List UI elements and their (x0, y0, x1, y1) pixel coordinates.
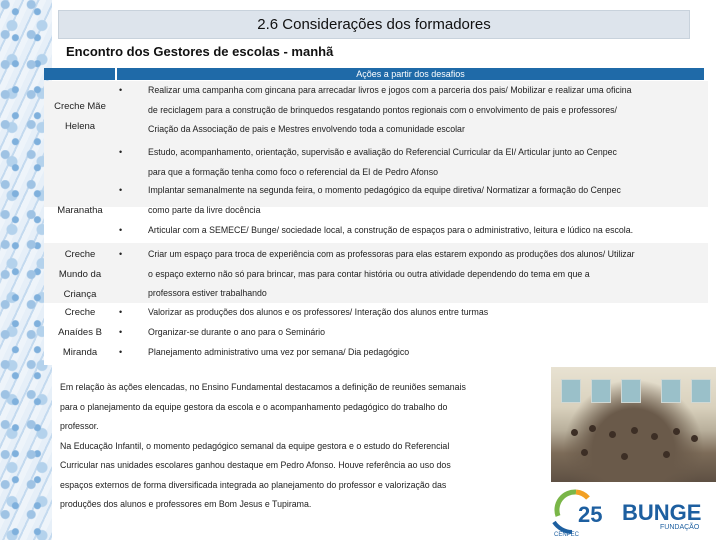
school-label-line: Creche Mãe (54, 101, 106, 112)
text-line: Em relação às ações elencadas, no Ensino Fundamental destacamos a definição de reuniões semanais (60, 382, 466, 392)
cenpec-logo-graphic (548, 486, 616, 538)
row-text-line: de reciclagem para a construção de brinquedos resgatando pontos regionais com o envolvimento de pais e professores/ (148, 104, 617, 115)
table-row (119, 221, 704, 241)
table-row (119, 181, 704, 220)
school-label-line: Miranda (62, 347, 98, 358)
cenpec-text: CENPEC (554, 532, 580, 538)
person-head (673, 428, 680, 435)
row-text-line: Valorizar as produções dos alunos e os professores/ Interação dos alunos entre turmas (148, 307, 489, 317)
school-label (44, 303, 116, 363)
school-label-line: Creche (64, 249, 96, 260)
bullet-icon: • (119, 225, 123, 235)
bunge-logo-graphic (620, 496, 710, 532)
actions-table (44, 68, 708, 364)
table-header (117, 68, 704, 80)
text-line: Na Educação Infantil, o momento pedagógico semanal da equipe gestora e o estudo do Referencial (60, 440, 450, 451)
table-header-blank-cell (44, 68, 115, 80)
bullet-icon: • (119, 327, 123, 337)
row-text-line: Estudo, acompanhamento, orientação, supervisão e avaliação do Referencial Curricular da EI/ Articular junto ao Cenpec (148, 147, 617, 157)
row-text-line: para que a formação tenha como foco o referencial da EI de Pedro Afonso (148, 166, 438, 177)
table-row (119, 81, 704, 140)
school-label (44, 97, 116, 137)
row-text-line: Implantar semanalmente na segunda feira, o momento pedagógico da equipe diretiva/ Normatizar a formação do Cenpec (148, 185, 621, 195)
person-head (631, 427, 638, 434)
text-line: Curricular nas unidades escolares ganhou destaque em Pedro Afonso. Houve referência ao uso dos (60, 460, 451, 470)
person-head (663, 451, 670, 458)
row-text-line: professora estiver trabalhando (148, 288, 267, 298)
bunge-sub-text: FUNDAÇÃO (660, 524, 700, 531)
school-label-line: Mundo da (58, 269, 102, 280)
table-row (119, 303, 704, 323)
table-row (119, 323, 704, 343)
photo-window (691, 379, 711, 403)
table-group-creche-anaides-b-miranda (44, 303, 708, 365)
bunge-foundation-logo (620, 496, 710, 532)
bullet-icon: • (119, 307, 123, 317)
considerations-text (60, 378, 522, 515)
school-label-line: Criança (63, 289, 97, 300)
photo-window (661, 379, 681, 403)
person-head (589, 425, 596, 432)
meeting-photo (551, 367, 716, 482)
slide-subtitle: Encontro dos Gestores de escolas - manhã (66, 44, 334, 59)
bullet-icon: • (119, 347, 123, 357)
person-head (571, 429, 578, 436)
photo-window (561, 379, 581, 403)
slide-title: 2.6 Considerações dos formadores (257, 16, 491, 33)
row-text-line: Planejamento administrativo uma vez por semana/ Dia pedagógico (148, 347, 410, 357)
person-head (581, 449, 588, 456)
row-text-line: Articular com a SEMECE/ Bunge/ sociedade local, a construção de espaços para o administrativo, leitura e lúdico na escola. (148, 225, 634, 235)
bullet-icon: • (119, 85, 123, 95)
row-text-line: Realizar uma campanha com gincana para arrecadar livros e jogos com a parceria dos pais/ Mobilizar e realizar uma oficina (148, 85, 632, 95)
slide-title-bar (58, 10, 690, 39)
text-line: professor. (60, 421, 99, 431)
row-text-line: o espaço externo não só para brincar, mas para contar história ou outra atividade dependendo do tema em que a (148, 268, 590, 279)
photo-window (591, 379, 611, 403)
person-head (621, 453, 628, 460)
cenpec-number: 25 (578, 502, 603, 527)
row-text-line: como parte da livre docência (148, 204, 261, 215)
school-label-line: Anaídes B (58, 327, 102, 338)
row-text-line: Organizar-se durante o ano para o Seminário (148, 327, 326, 337)
school-label-line: Helena (64, 121, 96, 132)
text-line: espaços externos de forma diversificada integrada ao planejamento do professor e valorização das (60, 479, 447, 490)
photo-window (621, 379, 641, 403)
table-row (119, 143, 704, 182)
text-line: produções dos alunos e professores em Bom Jesus e Tupirama. (60, 499, 312, 509)
row-text-line: Criar um espaço para troca de experiência com as professoras para elas estarem expondo as produções dos alunos/ Utilizar (148, 249, 635, 259)
row-text-line: Criação da Associação de pais e Mestres envolvendo toda a comunidade escolar (148, 124, 465, 134)
table-row (119, 245, 704, 304)
table-group-creche-mundo-da-crianca (44, 243, 708, 303)
bunge-text: BUNGE (622, 500, 702, 525)
table-header-label: Ações a partir dos desafios (356, 69, 465, 79)
school-label-line: Maranatha (57, 205, 103, 216)
bullet-icon: • (119, 249, 123, 259)
bullet-icon: • (119, 185, 123, 195)
bullet-icon: • (119, 147, 123, 157)
person-head (691, 435, 698, 442)
table-row (119, 343, 704, 363)
school-label (44, 201, 116, 221)
person-head (651, 433, 658, 440)
cenpec-25-logo (548, 486, 616, 538)
school-label (44, 245, 116, 305)
person-head (609, 431, 616, 438)
text-line: para o planejamento da equipe gestora da escola e o acompanhamento pedagógico do trabalho do (60, 401, 448, 412)
school-label-line: Creche (64, 307, 96, 318)
